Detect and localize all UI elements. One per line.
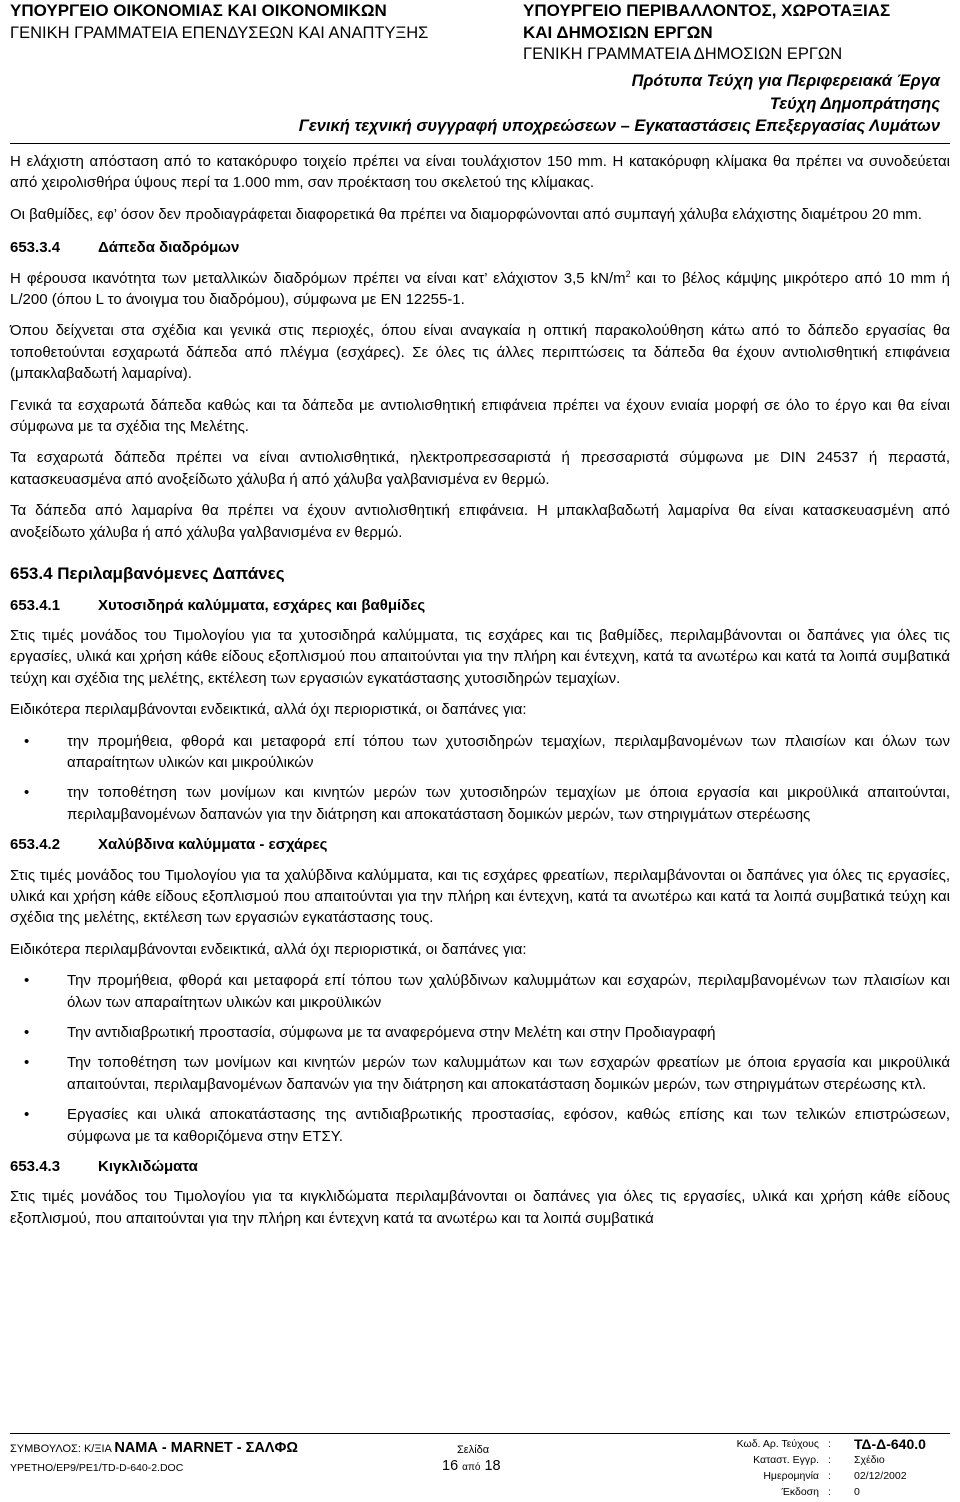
list-item-text: Την τοποθέτηση των μονίμων και κινητών μερών των καλυμμάτων και των εσχαρών φρεατίων με όποια εργασία και μικροϋλικά απαιτούνται, περιλαμβανομένων δαπανών για την διάτρηση και αποκατάσταση δομικών μερών, των στηριγμάτων στερέωσης κτλ.	[67, 1054, 950, 1093]
bullet: •	[24, 1024, 30, 1041]
meta-row-edition	[714, 1486, 950, 1502]
paragraph: Στις τιμές μονάδος του Τιμολογίου για τα χυτοσιδηρά καλύμματα, τις εσχάρες και τις βαθμίδες, περιλαμβάνονται οι δαπάνες για όλες τις εργασίες, υλικά και χρήση κάθε είδους εξοπλισμού που απαιτούνται για την πλήρη και έντεχνη, κατά τα ανωτέρω και κατά τα λοιπά συμβατικά τεύχη και σχέδια της μελέτης, εκτέλεση των εργασιών εγκατάστασης χυτοσιδηρών τεμαχίων.	[10, 626, 950, 687]
meta-value: Σχέδιο	[854, 1454, 885, 1466]
meta-label: Ημερομηνία	[763, 1470, 819, 1482]
paragraph: Η ελάχιστη απόσταση από το κατακόρυφο τοιχείο πρέπει να είναι τουλάχιστον 150 mm. Η κατακόρυφη κλίμακα θα πρέπει να συνοδεύεται από χειρολισθήρα ύψους περί τα 1.000 mm, σαν προέκταση του σκελετού της κλίμακας.	[10, 153, 950, 192]
section-title: Κιγκλιδώματα	[98, 1158, 198, 1176]
paragraph: Ειδικότερα περιλαμβάνονται ενδεικτικά, αλλά όχι περιοριστικά, οι δαπάνες για:	[10, 940, 527, 958]
section-number: 653.4.1	[10, 596, 61, 614]
section-heading-653-3-4	[10, 237, 950, 258]
bullet: •	[24, 1106, 30, 1124]
section-title: Χαλύβδινα καλύμματα - εσχάρες	[98, 836, 328, 854]
paragraph: Ειδικότερα περιλαμβάνονται ενδεικτικά, αλλά όχι περιοριστικά, οι δαπάνες για:	[10, 701, 527, 719]
paragraph: Στις τιμές μονάδος του Τιμολογίου για τα κιγκλιδώματα περιλαμβάνονται οι δαπάνες για όλες τις εργασίες, υλικά και χρήση κάθε είδους εξοπλισμού, που απαιτούνται για την πλήρη και έντεχνη κατά τα ανωτέρω και τα λοιπά συμβατικά	[10, 1188, 950, 1227]
list-item	[10, 782, 950, 825]
meta-row-status	[714, 1454, 950, 1470]
paragraph-text: και το βέλος κάμψης μικρότερο από 10 mm ή L/200 (όπου L το άνοιγμα του διαδρόμου), σύμφωνα με EN 12255-1.	[10, 269, 950, 309]
list-item-text: Την αντιδιαβρωτική προστασία, σύμφωνα με τα αναφερόμενα στην Μελέτη και στην Προδιαγραφή	[67, 1024, 716, 1041]
subtitle-standard-docs: Πρότυπα Τεύχη για Περιφερειακά Έργα	[631, 72, 940, 90]
paragraph: Όπου δείχνεται στα σχέδια και γενικά στις περιοχές, όπου είναι αναγκαία η οπτική παρακολούθηση κάτω από το δάπεδο εργασίας θα τοποθετούνται εσχαρωτά δάπεδα από πλέγμα (εσχάρες). Σε όλες τις άλλες περιπτώσεις τα δάπεδα θα έχουν αντιολισθητική επιφάνεια (μπακλαβαδωτή λαμαρίνα).	[10, 322, 950, 383]
footer-divider	[10, 1433, 950, 1434]
meta-label: Έκδοση	[781, 1486, 819, 1498]
right-secretariat: ΓΕΝΙΚΗ ΓΡΑΜΜΑΤΕΙΑ ΔΗΜΟΣΙΩΝ ΕΡΓΩΝ	[523, 45, 843, 63]
list-item-text: την τοποθέτηση των μονίμων και κινητών μερών των χυτοσιδηρών τεμαχίων με όποια εργασία και μικροϋλικά απαιτούνται, περιλαμβανομένων δαπανών για την διάτρηση και αποκατάσταση δομικών μερών, των στηριγμάτων στερέωσης	[67, 784, 950, 823]
paragraph-text: Η φέρουσα ικανότητα των μεταλλικών διαδρόμων πρέπει να είναι κατ’ ελάχιστον 3,5 kN/m	[10, 269, 626, 287]
paragraph: Τα εσχαρωτά δάπεδα πρέπει να είναι αντιολισθητικά, ηλεκτροπρεσσαριστά ή πρεσσαριστά σύμφωνα με DIN 24537 ή περαστά, κατασκευασμένα από ανοξείδωτο χάλυβα ή από χάλυβα γαλβανισμένα εν θερμώ.	[10, 449, 950, 488]
consultant-label: ΣΥΜΒΟΥΛΟΣ: Κ/ΞΙΑ	[10, 1443, 115, 1455]
meta-row-date	[714, 1470, 950, 1486]
section-heading-653-4-1	[10, 595, 950, 616]
section-number: 653.3.4	[10, 239, 61, 257]
meta-value: 0	[854, 1486, 860, 1498]
left-secretariat: ΓΕΝΙΚΗ ΓΡΑΜΜΑΤΕΙΑ ΕΠΕΝΔΥΣΕΩΝ ΚΑΙ ΑΝΑΠΤΥΞΗΣ	[10, 24, 429, 42]
header-left	[10, 0, 480, 44]
superscript: 2	[625, 268, 631, 279]
header-divider	[10, 143, 950, 144]
bullet: •	[24, 732, 30, 750]
bullet: •	[24, 1054, 30, 1072]
meta-colon: :	[828, 1486, 831, 1498]
section-number: 653.4.3	[10, 1158, 61, 1176]
subtitle-tender-docs: Τεύχη Δημοπράτησης	[769, 95, 940, 113]
list-item	[10, 1104, 950, 1147]
meta-label: Καταστ. Εγγρ.	[753, 1454, 819, 1466]
list-item	[10, 1052, 950, 1095]
list-item-text: Εργασίες και υλικά αποκατάστασης της αντιδιαβρωτικής προστασίας, εφόσον, καθώς επίσης και των τελικών επιστρώσεων, σύμφωνα με τα καθοριζόμενα στην ΕΤΣΥ.	[67, 1106, 950, 1145]
bullet: •	[24, 972, 30, 990]
bullet-list	[10, 731, 950, 826]
meta-colon: :	[828, 1438, 831, 1450]
page-label: Σελίδα	[457, 1444, 490, 1456]
meta-colon: :	[828, 1470, 831, 1482]
meta-value: ΤΔ-Δ-640.0	[854, 1436, 926, 1452]
document-meta	[714, 1438, 950, 1502]
right-ministry-line-2: ΚΑΙ ΔΗΜΟΣΙΩΝ ΕΡΓΩΝ	[523, 23, 713, 42]
subtitle-specification: Γενική τεχνική συγγραφή υποχρεώσεων – Εγκαταστάσεις Επεξεργασίας Λυμάτων	[298, 117, 940, 135]
bullet: •	[24, 784, 30, 802]
section-number: 653.4.2	[10, 836, 61, 854]
meta-label: Κωδ. Αρ. Τεύχους	[736, 1438, 819, 1450]
consultant-name: ΝΑΜΑ - MARNET - ΣΑΛΦΩ	[114, 1440, 298, 1456]
section-title: Χυτοσιδηρά καλύμματα, εσχάρες και βαθμίδες	[98, 596, 426, 614]
paragraph: Γενικά τα εσχαρωτά δάπεδα καθώς και τα δάπεδα με αντιολισθητική επιφάνεια πρέπει να έχουν ενιαία μορφή σε όλο το έργο και θα είναι σύμφωνα με τα σχέδια της Μελέτης.	[10, 396, 950, 436]
section-title: Δάπεδα διαδρόμων	[98, 239, 240, 257]
list-item-text: την προμήθεια, φθορά και μεταφορά επί τόπου των χυτοσιδηρών τεμαχίων, περιλαμβανομένων των πλαισίων και όλων των απαραίτητων υλικών και μικρούλικών	[67, 732, 950, 771]
list-item-text: Την προμήθεια, φθορά και μεταφορά επί τόπου των χαλύβδινων καλυμμάτων και εσχαρών, περιλαμβανομένων των πλαισίων και όλων των απαραίτητων υλικών και μικροϋλικών	[67, 972, 950, 1011]
left-ministry: ΥΠΟΥΡΓΕΙΟ ΟΙΚΟΝΟΜΙΑΣ ΚΑΙ ΟΙΚΟΝΟΜΙΚΩΝ	[10, 1, 387, 20]
file-name: ΥΡΕΤΗΟ/ΕΡ9/ΡΕ1/TD-D-640-2.DOC	[10, 1462, 184, 1474]
document-body	[10, 151, 950, 1239]
paragraph: Τα δάπεδα από λαμαρίνα θα πρέπει να έχουν αντιολισθητική επιφάνεια. Η μπακλαβαδωτή λαμαρίνα θα είναι κατασκευασμένη από ανοξείδωτο χάλυβα ή από χάλυβα γαλβανισμένα εν θερμώ.	[10, 502, 950, 541]
section-heading-653-4-3	[10, 1156, 950, 1177]
list-item	[10, 1022, 950, 1043]
page-of: από	[462, 1462, 481, 1473]
list-item	[10, 731, 950, 774]
header-right	[523, 0, 953, 65]
right-ministry-line-1: ΥΠΟΥΡΓΕΙΟ ΠΕΡΙΒΑΛΛΟΝΤΟΣ, ΧΩΡΟΤΑΞΙΑΣ	[523, 1, 891, 20]
list-item	[10, 970, 950, 1013]
section-heading-653-4: 653.4 Περιλαμβανόμενες Δαπάνες	[10, 564, 285, 584]
section-heading-653-4-2	[10, 834, 950, 855]
paragraph	[10, 268, 950, 311]
meta-colon: :	[828, 1454, 831, 1466]
paragraph: Οι βαθμίδες, εφ’ όσον δεν προδιαγράφεται διαφορετικά θα πρέπει να διαμορφώνονται από συμπαγή χάλυβα ελάχιστης διαμέτρου 20 mm.	[10, 205, 922, 223]
page-total: 18	[484, 1458, 501, 1474]
bullet-list	[10, 970, 950, 1147]
page-number	[442, 1458, 501, 1474]
meta-value: 02/12/2002	[854, 1470, 907, 1482]
paragraph: Στις τιμές μονάδος του Τιμολογίου για τα χαλύβδινα καλύμματα, και τις εσχάρες φρεατίων, περιλαμβάνονται οι δαπάνες για όλες τις εργασίες, υλικά και χρήση κάθε είδους εξοπλισμού που απαιτούνται για την πλήρη και έντεχνη, κατά τα ανωτέρω και κατά τα λοιπά συμβατικά τεύχη και σχέδια της μελέτης, εκτέλεση των εργασιών εγκατάστασης τους.	[10, 866, 950, 927]
consultant	[10, 1440, 298, 1456]
page-current: 16	[442, 1458, 459, 1474]
meta-row-code	[714, 1438, 950, 1454]
